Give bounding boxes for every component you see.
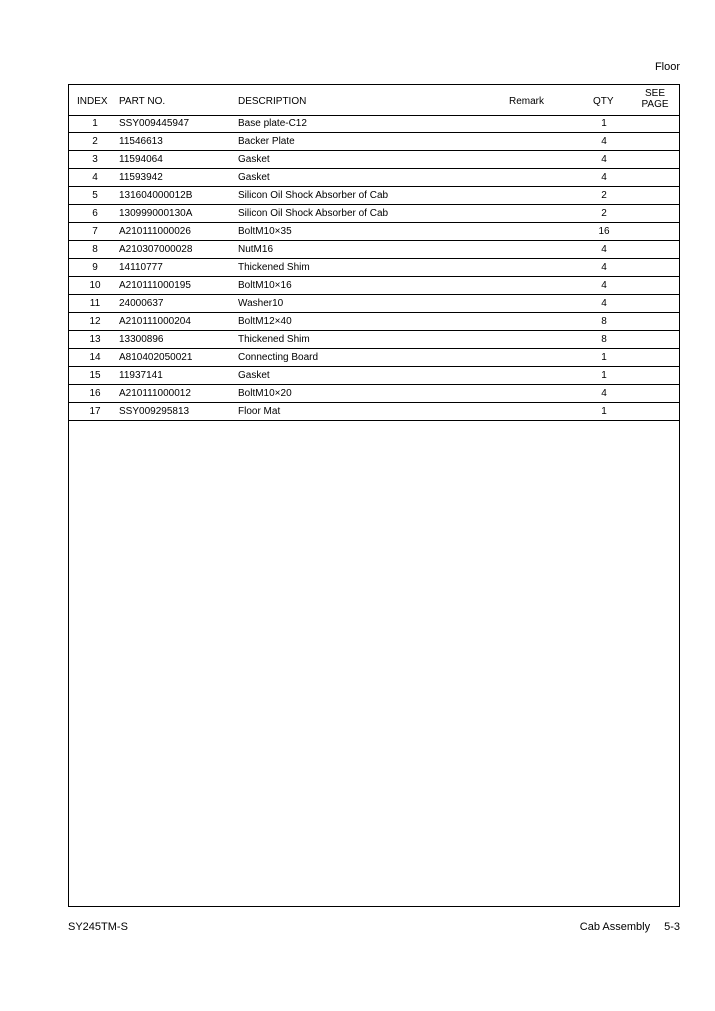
header-page-label: PAGE (641, 99, 669, 110)
table-row (69, 133, 679, 151)
cell-qty: 4 (601, 262, 607, 273)
cell-description: Silicon Oil Shock Absorber of Cab (238, 190, 389, 201)
cell-part-no: 11937141 (119, 370, 163, 381)
table-row (69, 205, 679, 223)
cell-index: 5 (92, 190, 98, 201)
cell-part-no: SSY009295813 (119, 406, 190, 417)
table-row (69, 403, 679, 421)
table-row (69, 259, 679, 277)
cell-index: 17 (89, 406, 101, 417)
cell-qty: 1 (601, 352, 607, 363)
cell-description: Floor Mat (238, 406, 281, 417)
table-row (69, 241, 679, 259)
table-row (69, 295, 679, 313)
cell-part-no: 130999000130A (119, 208, 193, 219)
cell-part-no: 11546613 (119, 136, 163, 147)
header-remark: Remark (509, 96, 545, 107)
cell-qty: 2 (601, 190, 607, 201)
table-row (69, 223, 679, 241)
cell-index: 2 (92, 136, 98, 147)
cell-description: Gasket (238, 370, 270, 381)
cell-description: NutM16 (238, 244, 274, 255)
cell-description: Base plate-C12 (238, 118, 307, 129)
cell-qty: 1 (601, 370, 607, 381)
cell-index: 14 (89, 352, 101, 363)
cell-description: BoltM10×35 (238, 226, 292, 237)
cell-part-no: A210111000204 (119, 316, 191, 327)
cell-description: BoltM10×16 (238, 280, 292, 291)
cell-index: 10 (89, 280, 101, 291)
cell-index: 1 (92, 118, 98, 129)
cell-part-no: A210307000028 (119, 244, 193, 255)
cell-part-no: 11594064 (119, 154, 163, 165)
cell-part-no: 14110777 (119, 262, 163, 273)
cell-description: Gasket (238, 154, 270, 165)
cell-qty: 2 (601, 208, 607, 219)
cell-index: 6 (92, 208, 98, 219)
cell-qty: 4 (601, 136, 607, 147)
cell-qty: 16 (598, 226, 610, 237)
cell-qty: 4 (601, 298, 607, 309)
cell-part-no: 24000637 (119, 298, 164, 309)
header-part-no: PART NO. (119, 96, 166, 107)
cell-part-no: A210111000026 (119, 226, 191, 237)
cell-qty: 1 (601, 406, 607, 417)
footer-chapter: Cab Assembly (579, 921, 651, 933)
header-see-page (639, 88, 671, 110)
cell-qty: 4 (601, 172, 607, 183)
cell-part-no: A210111000012 (119, 388, 191, 399)
cell-index: 12 (89, 316, 101, 327)
header-description: DESCRIPTION (238, 96, 307, 107)
cell-index: 15 (89, 370, 101, 381)
footer-chapter-page (580, 921, 680, 933)
cell-qty: 4 (601, 388, 607, 399)
parts-table (68, 84, 680, 907)
cell-description: Gasket (238, 172, 270, 183)
cell-qty: 4 (601, 280, 607, 291)
cell-index: 4 (92, 172, 98, 183)
cell-part-no: A210111000195 (119, 280, 191, 291)
cell-index: 9 (92, 262, 98, 273)
cell-qty: 4 (601, 244, 607, 255)
cell-qty: 4 (601, 154, 607, 165)
cell-qty: 8 (601, 334, 607, 345)
cell-description: Thickened Shim (238, 262, 310, 273)
cell-description: Silicon Oil Shock Absorber of Cab (238, 208, 389, 219)
cell-part-no: SSY009445947 (119, 118, 190, 129)
table-row (69, 349, 679, 367)
cell-part-no: 11593942 (119, 172, 163, 183)
cell-description: Thickened Shim (238, 334, 310, 345)
cell-index: 13 (89, 334, 101, 345)
table-row (69, 169, 679, 187)
cell-index: 3 (92, 154, 98, 165)
cell-part-no: A810402050021 (119, 352, 193, 363)
table-header (69, 85, 679, 116)
cell-description: Connecting Board (238, 352, 319, 363)
cell-index: 11 (89, 298, 101, 309)
table-row (69, 151, 679, 169)
cell-index: 7 (92, 226, 98, 237)
cell-description: BoltM10×20 (238, 388, 292, 399)
table-row (69, 367, 679, 385)
table-row (69, 313, 679, 331)
cell-index: 16 (89, 388, 101, 399)
table-body (69, 115, 679, 421)
cell-description: BoltM12×40 (238, 316, 292, 327)
cell-description: Washer10 (238, 298, 284, 309)
table-row (69, 187, 679, 205)
footer-page-number: 5-3 (664, 921, 680, 933)
header-qty: QTY (593, 96, 614, 107)
table-row (69, 385, 679, 403)
table-row (69, 277, 679, 295)
cell-part-no: 131604000012B (119, 190, 193, 201)
section-title: Floor (654, 61, 680, 73)
cell-index: 8 (92, 244, 98, 255)
cell-part-no: 13300896 (119, 334, 164, 345)
header-see-label: SEE (644, 88, 665, 99)
footer-model: SY245TM-S (68, 921, 128, 933)
cell-qty: 8 (601, 316, 607, 327)
header-index: INDEX (77, 96, 108, 107)
table-row (69, 331, 679, 349)
table-row (69, 115, 679, 133)
cell-description: Backer Plate (238, 136, 295, 147)
cell-qty: 1 (601, 118, 607, 129)
